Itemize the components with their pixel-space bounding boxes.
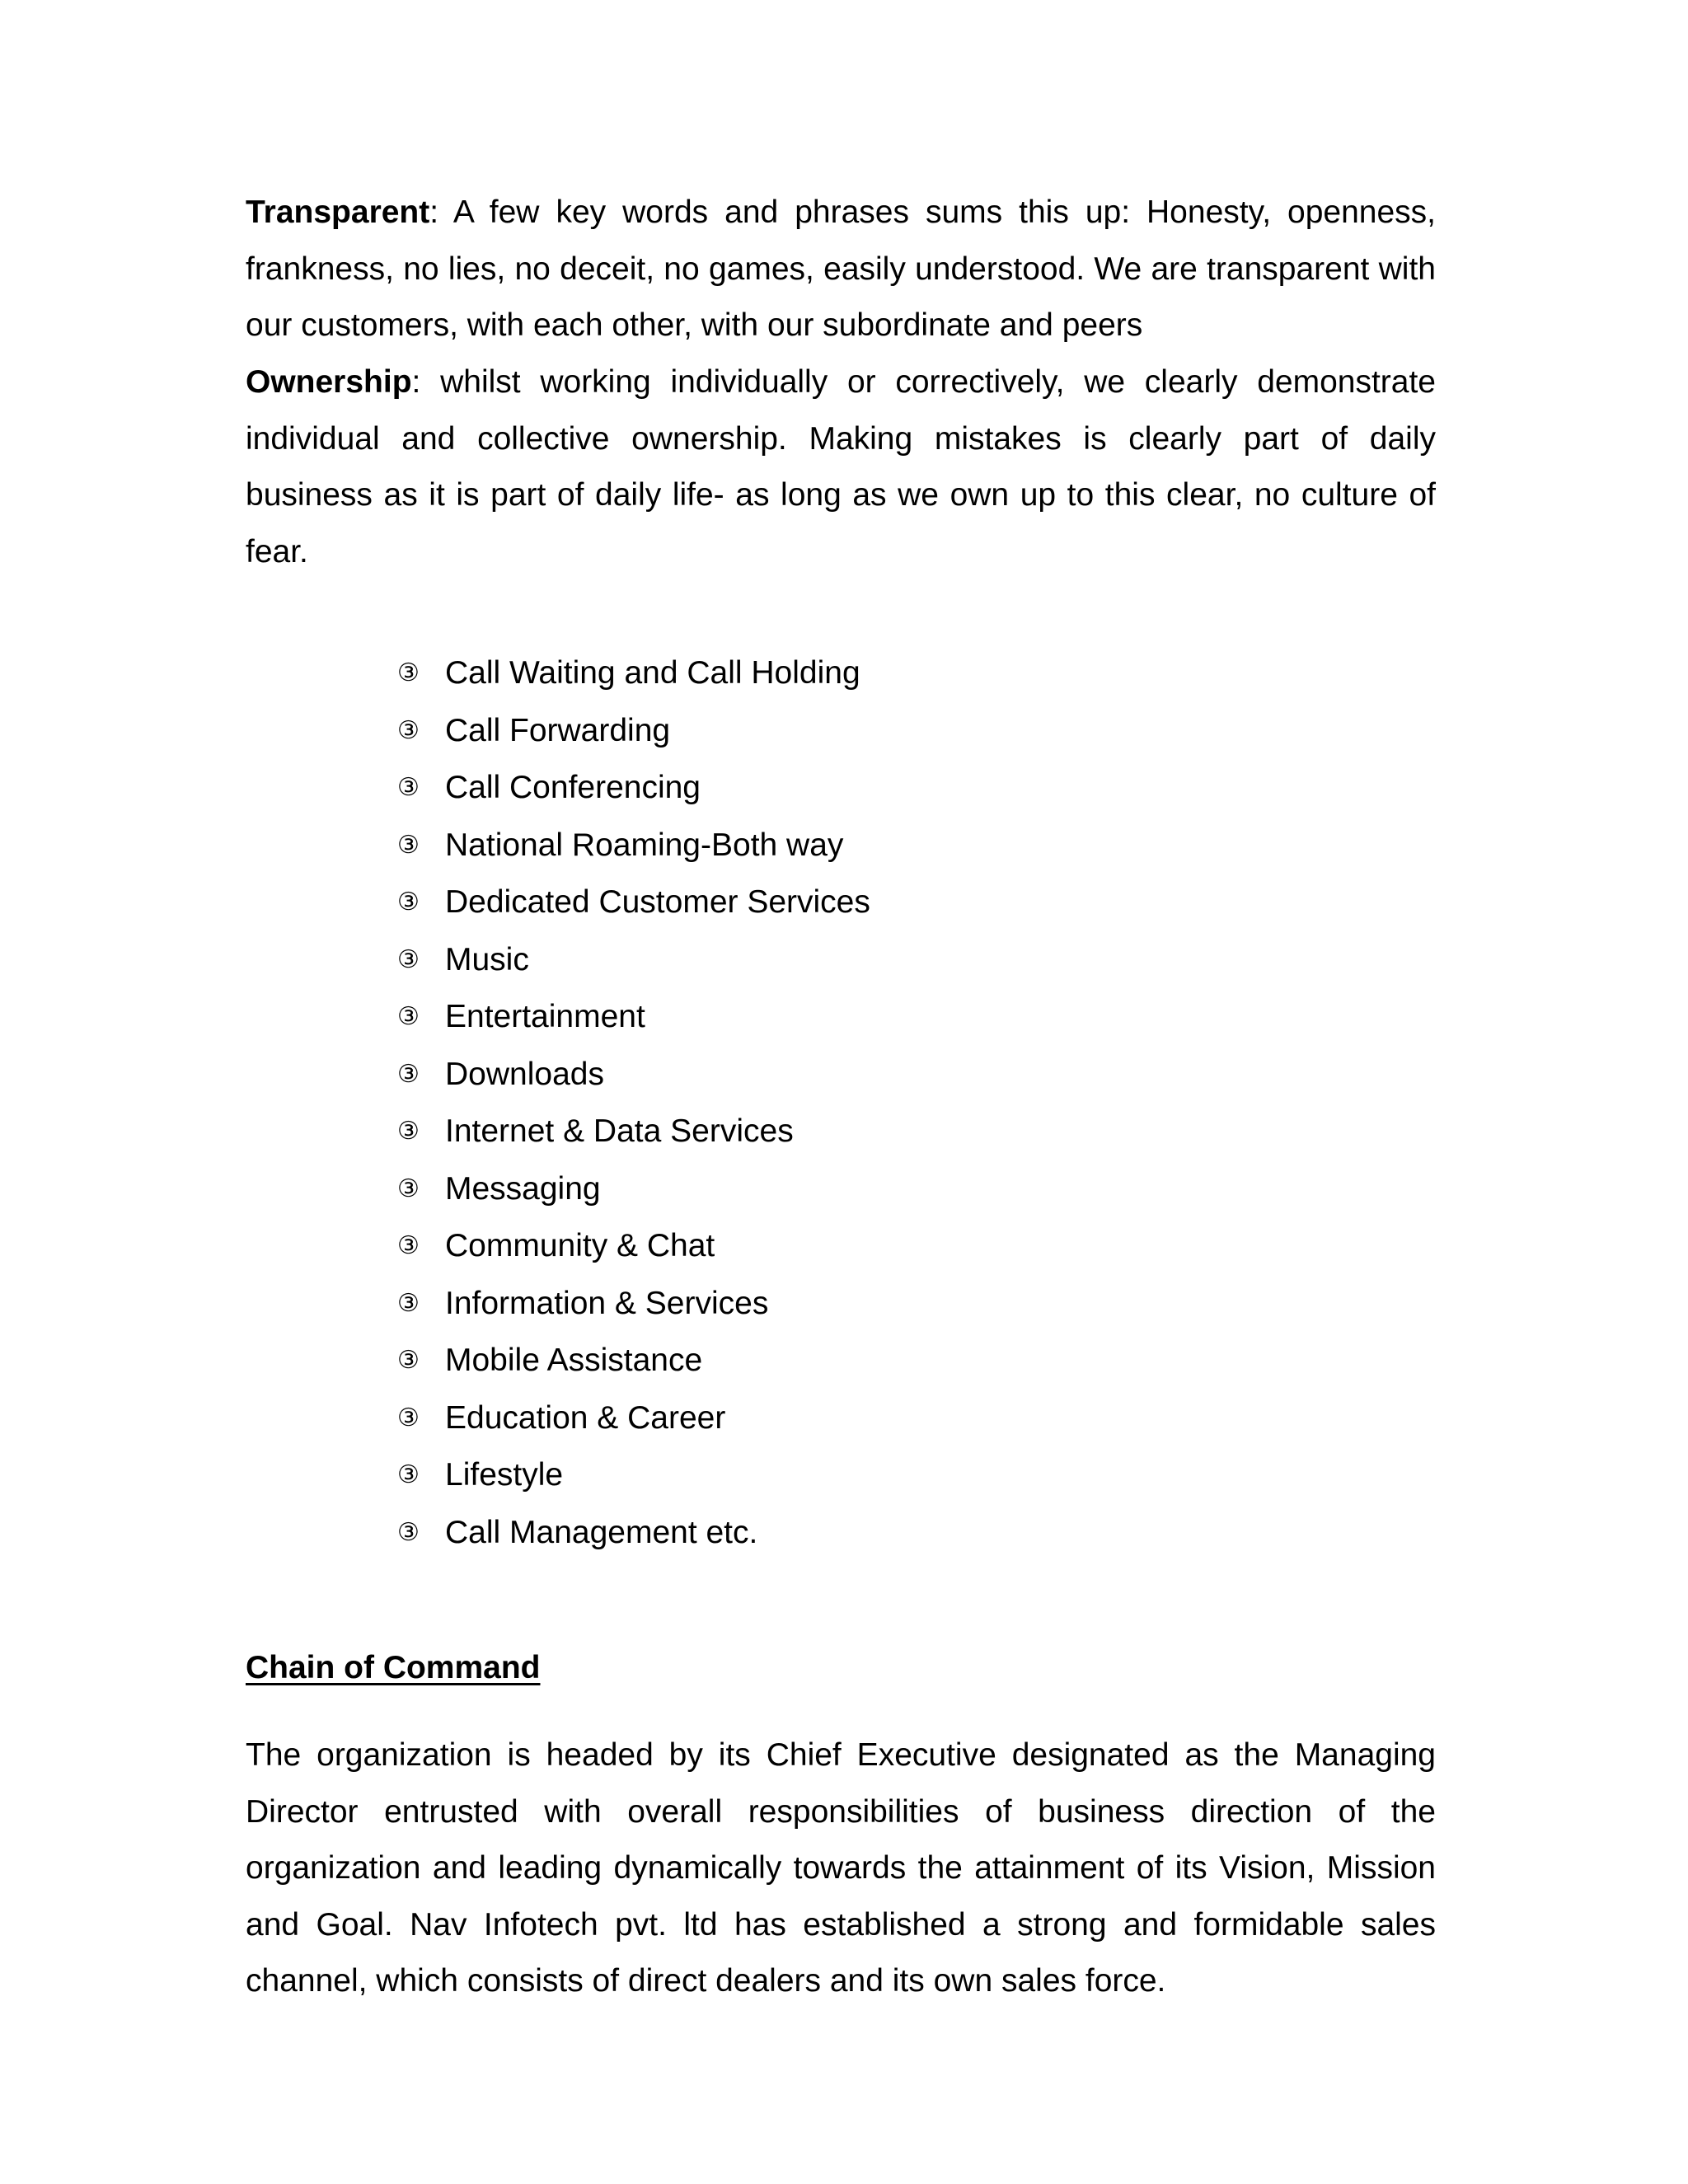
services-list <box>397 644 870 1561</box>
bullet-icon: ③ <box>397 773 420 802</box>
list-item-label: Call Conferencing <box>445 770 701 805</box>
list-item-label: Entertainment <box>445 999 645 1034</box>
list-item <box>397 1046 870 1104</box>
list-item-label: Dedicated Customer Services <box>445 884 870 920</box>
bullet-icon: ③ <box>397 830 420 860</box>
transparent-term: Transparent <box>246 194 430 230</box>
ownership-paragraph <box>246 354 1436 580</box>
list-item <box>397 1103 870 1160</box>
bullet-icon: ③ <box>397 1346 420 1375</box>
list-item <box>397 1217 870 1275</box>
bullet-icon: ③ <box>397 1002 420 1031</box>
ownership-text: : whilst working individually or correctively, we clearly demonstrate individual and collective ownership. Making mistakes is clearly part of daily business as it is part of daily life- as long as we own up to this clear, no culture of fear. <box>246 364 1436 569</box>
list-item-label: Messaging <box>445 1170 601 1207</box>
bullet-icon: ③ <box>397 888 420 916</box>
list-item <box>397 988 870 1046</box>
list-item-label: Lifestyle <box>445 1457 564 1493</box>
bullet-icon: ③ <box>397 1231 420 1260</box>
list-item-label: Music <box>445 941 529 977</box>
list-item <box>397 1275 870 1333</box>
list-item <box>397 759 870 817</box>
list-item <box>397 1446 870 1504</box>
list-item-label: Internet & Data Services <box>445 1113 794 1149</box>
bullet-icon: ③ <box>397 1517 420 1547</box>
list-item <box>397 1332 870 1390</box>
list-item <box>397 1160 870 1218</box>
bullet-icon: ③ <box>397 1174 420 1203</box>
bullet-icon: ③ <box>397 1403 420 1432</box>
bullet-icon: ③ <box>397 944 420 974</box>
list-item-label: Information & Services <box>445 1285 769 1321</box>
list-item <box>397 702 870 760</box>
bullet-icon: ③ <box>397 1460 420 1489</box>
list-item-label: Mobile Assistance <box>445 1343 703 1378</box>
list-item-label: Call Waiting and Call Holding <box>445 655 860 691</box>
transparent-paragraph <box>246 185 1436 354</box>
list-item-label: Call Forwarding <box>445 712 671 748</box>
list-item-label: Call Management etc. <box>445 1514 758 1550</box>
list-item <box>397 1390 870 1447</box>
list-item <box>397 874 870 931</box>
bullet-icon: ③ <box>397 715 420 745</box>
list-item <box>397 817 870 874</box>
list-item-label: Downloads <box>445 1056 604 1092</box>
bullet-icon: ③ <box>397 1059 420 1089</box>
bullet-icon: ③ <box>397 658 420 687</box>
list-item-label: Education & Career <box>445 1399 726 1436</box>
bullet-icon: ③ <box>397 1288 420 1318</box>
list-item <box>397 1504 870 1562</box>
list-item-label: National Roaming-Both way <box>445 827 844 863</box>
bullet-icon: ③ <box>397 1117 420 1146</box>
transparent-text: : A few key words and phrases sums this up: Honesty, openness, frankness, no lies, no deceit, no games, easily understood. We are transparent with our customers, with each other, with our subordinate and peers <box>246 194 1436 343</box>
chain-of-command-heading: Chain of Command <box>246 1650 541 1685</box>
chain-of-command-paragraph: The organization is headed by its Chief Executive designated as the Managing Director entrusted with overall responsibilities of business direction of the organization and leading dynamically towards the attainment of its Vision, Mission and Goal. Nav Infotech pvt. ltd has established a strong and formidable sales channel, which consists of direct dealers and its own sales force. <box>246 1737 1436 1999</box>
list-item <box>397 931 870 989</box>
ownership-term: Ownership <box>246 364 412 400</box>
list-item <box>397 644 870 702</box>
list-item-label: Community & Chat <box>445 1228 715 1263</box>
